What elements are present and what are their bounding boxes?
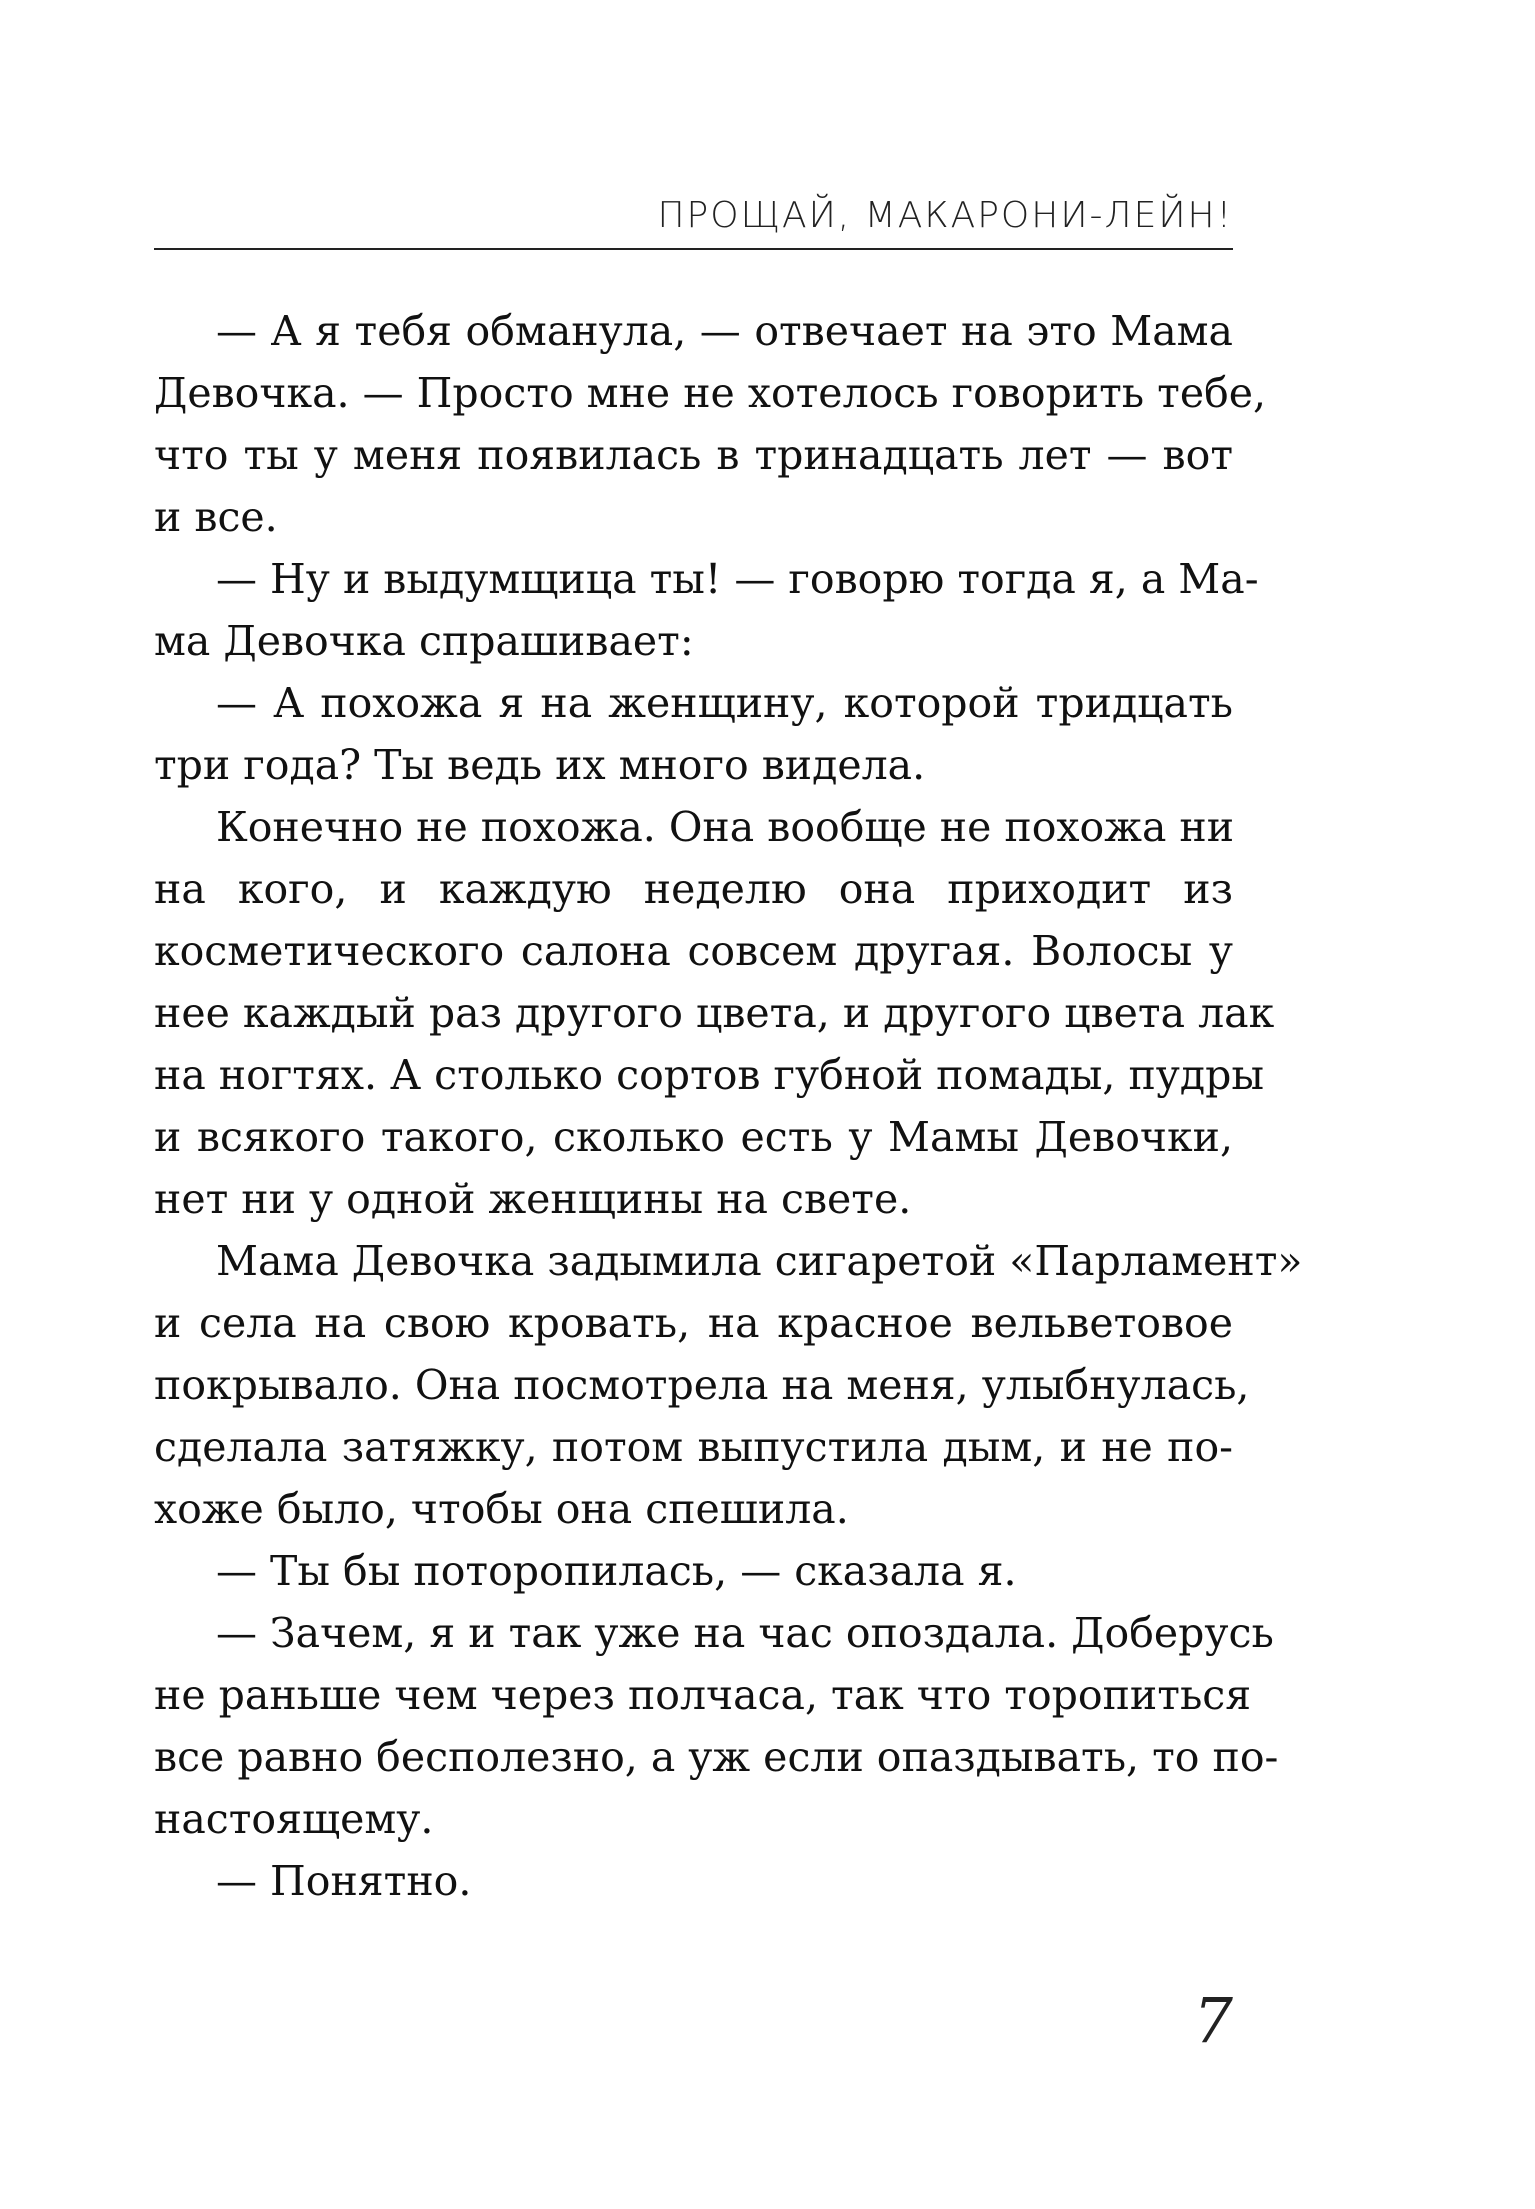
text-line: — Понятно. — [216, 1857, 472, 1905]
text-line: Мама Девочка задымила сигаретой «Парламент» — [216, 1237, 1303, 1285]
text-line: на ногтях. А столько сортов губной помады, пудры — [154, 1051, 1265, 1099]
text-line: ма Девочка спрашивает: — [154, 617, 694, 665]
text-line: и села на свою кровать, на красное вельветовое — [154, 1299, 1233, 1347]
text-line: и все. — [154, 493, 278, 541]
text-line: — Зачем, я и так уже на час опоздала. Доберусь — [216, 1609, 1274, 1657]
text-line: покрывало. Она посмотрела на меня, улыбнулась, — [154, 1361, 1250, 1409]
text-line: косметического салона совсем другая. Волосы у — [154, 927, 1233, 975]
text-line: на кого, и каждую неделю она приходит из — [154, 865, 1233, 913]
text-line: Конечно не похожа. Она вообще не похожа ни — [216, 803, 1235, 851]
text-line: нее каждый раз другого цвета, и другого цвета лак — [154, 989, 1275, 1037]
text-line: нет ни у одной женщины на свете. — [154, 1175, 912, 1223]
text-line: все равно бесполезно, а уж если опаздывать, то по- — [154, 1733, 1279, 1781]
header-rule — [154, 248, 1233, 250]
text-line: — Ну и выдумщица ты! — говорю тогда я, а Ма- — [216, 555, 1259, 603]
text-line: и всякого такого, сколько есть у Мамы Девочки, — [154, 1113, 1233, 1161]
text-line: что ты у меня появилась в тринадцать лет — вот — [154, 431, 1233, 479]
text-line: — А похожа я на женщину, которой тридцать — [216, 679, 1233, 727]
text-line: не раньше чем через полчаса, так что торопиться — [154, 1671, 1252, 1719]
text-line: сделала затяжку, потом выпустила дым, и не по- — [154, 1423, 1233, 1471]
text-line: Девочка. — Просто мне не хотелось говорить тебе, — [154, 369, 1267, 417]
page-number: 7 — [1193, 1984, 1233, 2057]
body-text — [154, 300, 1303, 1912]
running-header: ПРОЩАЙ, МАКАРОНИ-ЛЕЙН! — [657, 195, 1233, 236]
text-line: настоящему. — [154, 1795, 434, 1843]
text-line: хоже было, чтобы она спешила. — [154, 1485, 849, 1533]
text-line: — Ты бы поторопилась, — сказала я. — [216, 1547, 1017, 1595]
text-line: — А я тебя обманула, — отвечает на это Мама — [216, 307, 1233, 355]
text-line: три года? Ты ведь их много видела. — [154, 741, 926, 789]
